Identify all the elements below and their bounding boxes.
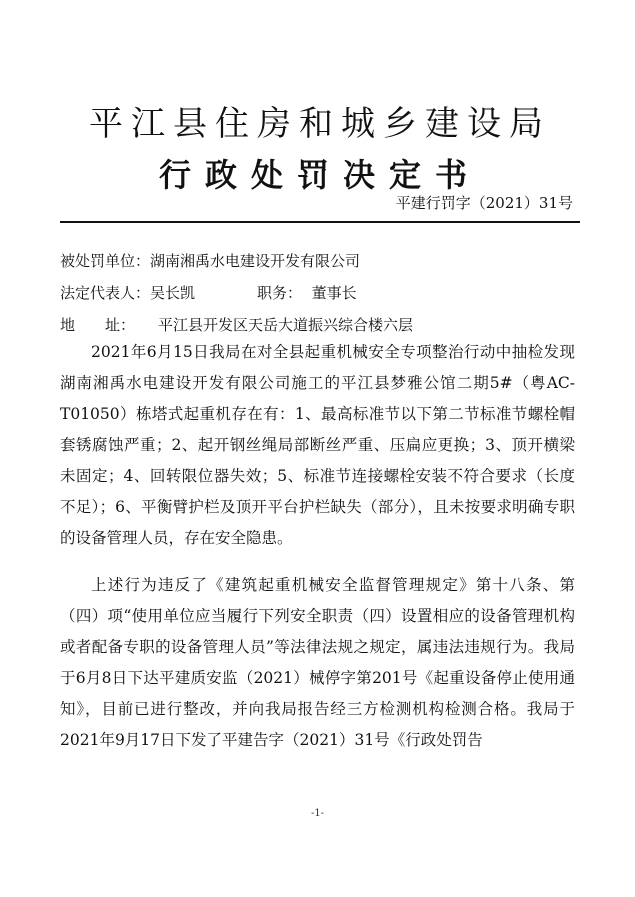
header-divider	[60, 221, 580, 223]
duty-value: 董事长	[311, 284, 357, 302]
legal-representative-value: 吴长凯	[150, 284, 196, 302]
legal-representative-line	[60, 282, 357, 303]
duty-label: 职务：	[257, 284, 303, 302]
legal-representative-label: 法定代表人：	[60, 284, 151, 302]
penalized-unit-label: 被处罚单位：	[60, 252, 151, 270]
address-label: 地 址：	[60, 316, 136, 334]
body-paragraph-violation: 上述行为违反了《建筑起重机械安全监督管理规定》第十八条、第（四）项“使用单位应当履行下列安全职责（四）设置相应的设备管理机构或者配备专职的设备管理人员”等法律法规之规定，属违法违规行为。我局于6月8日下达平建质安监（2021）械停字第201号《起重设备停止使用通知》，目前已进行整改，并向我局报告经三方检测机构检测合格。我局于2021年9月17日下发了平建告字（2021）31号《行政处罚告	[60, 576, 575, 749]
document-title: 行政处罚决定书	[158, 156, 481, 194]
address-line	[60, 314, 413, 335]
penalized-unit-value: 湖南湘禹水电建设开发有限公司	[150, 252, 361, 270]
body-paragraph-facts: 2021年6月15日我局在对全县起重机械安全专项整治行动中抽检发现湖南湘禹水电建设开发有限公司施工的平江县梦雅公馆二期5#（粤AC-T01050）栋塔式起重机存在有：1、最高标准节以下第二节标准节螺栓帽套锈腐蚀严重；2、起开钢丝绳局部断丝严重、压扁应更换；3、顶开横梁未固定；4、回转限位器失效；5、标准节连接螺栓安装不符合要求（长度不足）；6、平衡臂护栏及顶开平台护栏缺失（部分），且未按要求明确专职的设备管理人员，存在安全隐患。	[60, 343, 575, 547]
page-number: -1-	[310, 808, 325, 819]
agency-name: 平江县住房和城乡建设局	[89, 104, 551, 144]
penalized-unit-line	[60, 250, 360, 271]
address-value: 平江县开发区天岳大道振兴综合楼六层	[158, 316, 414, 334]
document-number: 平建行罚字（2021）31号	[395, 194, 573, 212]
